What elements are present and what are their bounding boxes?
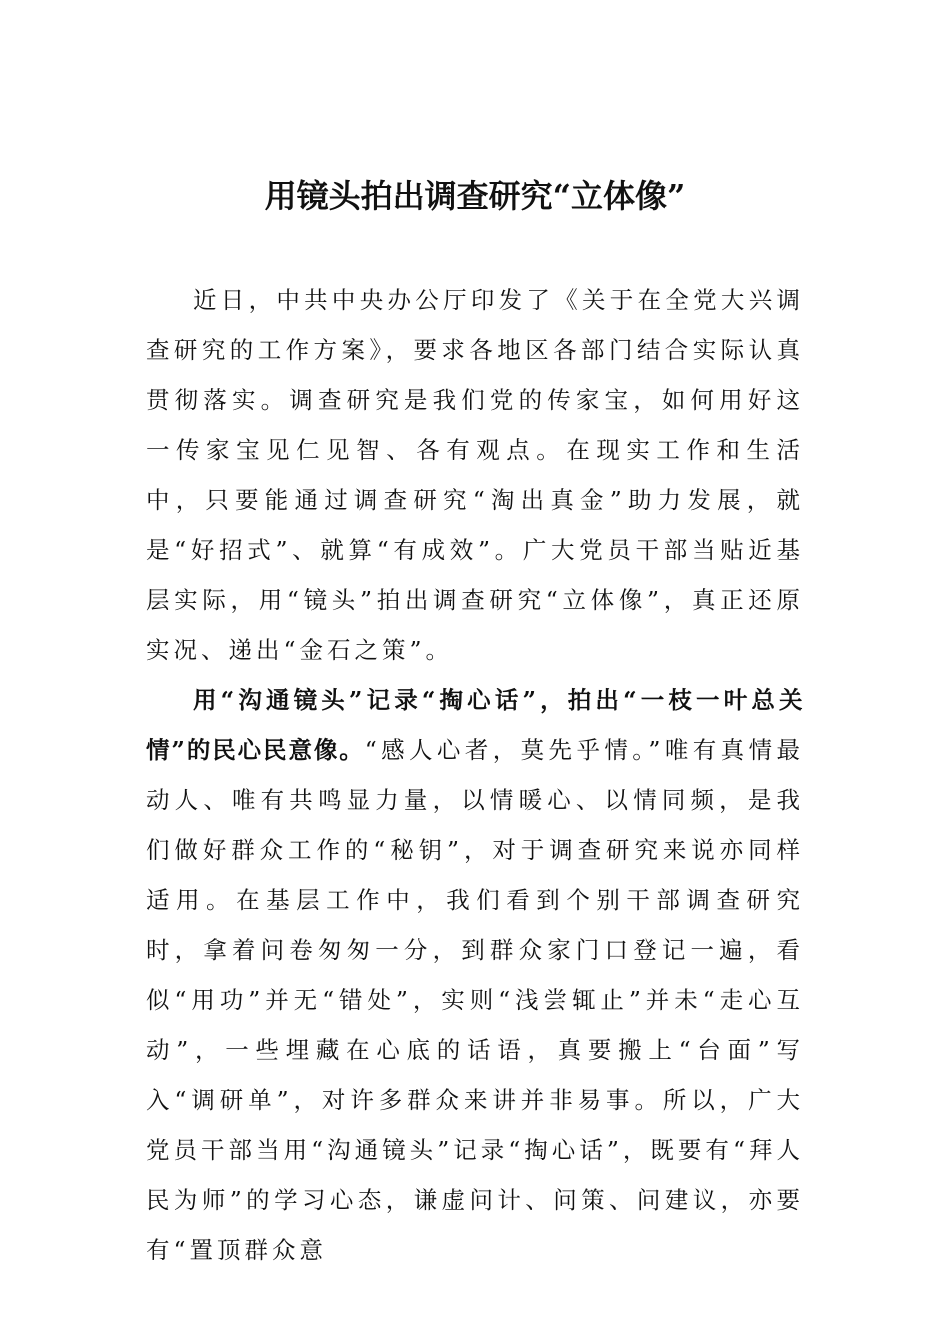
paragraph-body-text: “感人心者，莫先乎情。”唯有真情最动人、唯有共鸣显力量，以情暖心、以情同频，是我们做好群众工作的“秘钥”，对于调查研究来说亦同样适用。在基层工作中，我们看到个别干部调查研究时，拿着问卷匆匆一分，到群众家门口登记一遍，看似“用功”并无“错处”，实则“浅尝辄止”并未“走心互动”，一些埋藏在心底的话语，真要搬上“台面”写入“调研单”，对许多群众来讲并非易事。所以，广大党员干部当用“沟通镜头”记录“掏心话”，既要有“拜人民为师”的学习心态，谦虚问计、问策、问建议，亦要有“置顶群众意 [146, 736, 804, 1264]
document-title: 用镜头拍出调查研究“立体像” [264, 177, 686, 215]
paragraph-communication-lens [146, 675, 804, 1275]
paragraph-intro [146, 275, 804, 675]
document-body [146, 275, 804, 1275]
paragraph-intro-text: 近日，中共中央办公厅印发了《关于在全党大兴调查研究的工作方案》，要求各地区各部门结合实际认真贯彻落实。调查研究是我们党的传家宝，如何用好这一传家宝见仁见智、各有观点。在现实工作和生活中，只要能通过调查研究“淘出真金”助力发展，就是“好招式”、就算“有成效”。广大党员干部当贴近基层实际，用“镜头”拍出调查研究“立体像”，真正还原实况、递出“金石之策”。 [146, 286, 804, 664]
paragraph-lead-heading: 用“沟通镜头”记录“掏心话”，拍出“一枝一叶总关情”的民心民意像。 [146, 686, 804, 764]
